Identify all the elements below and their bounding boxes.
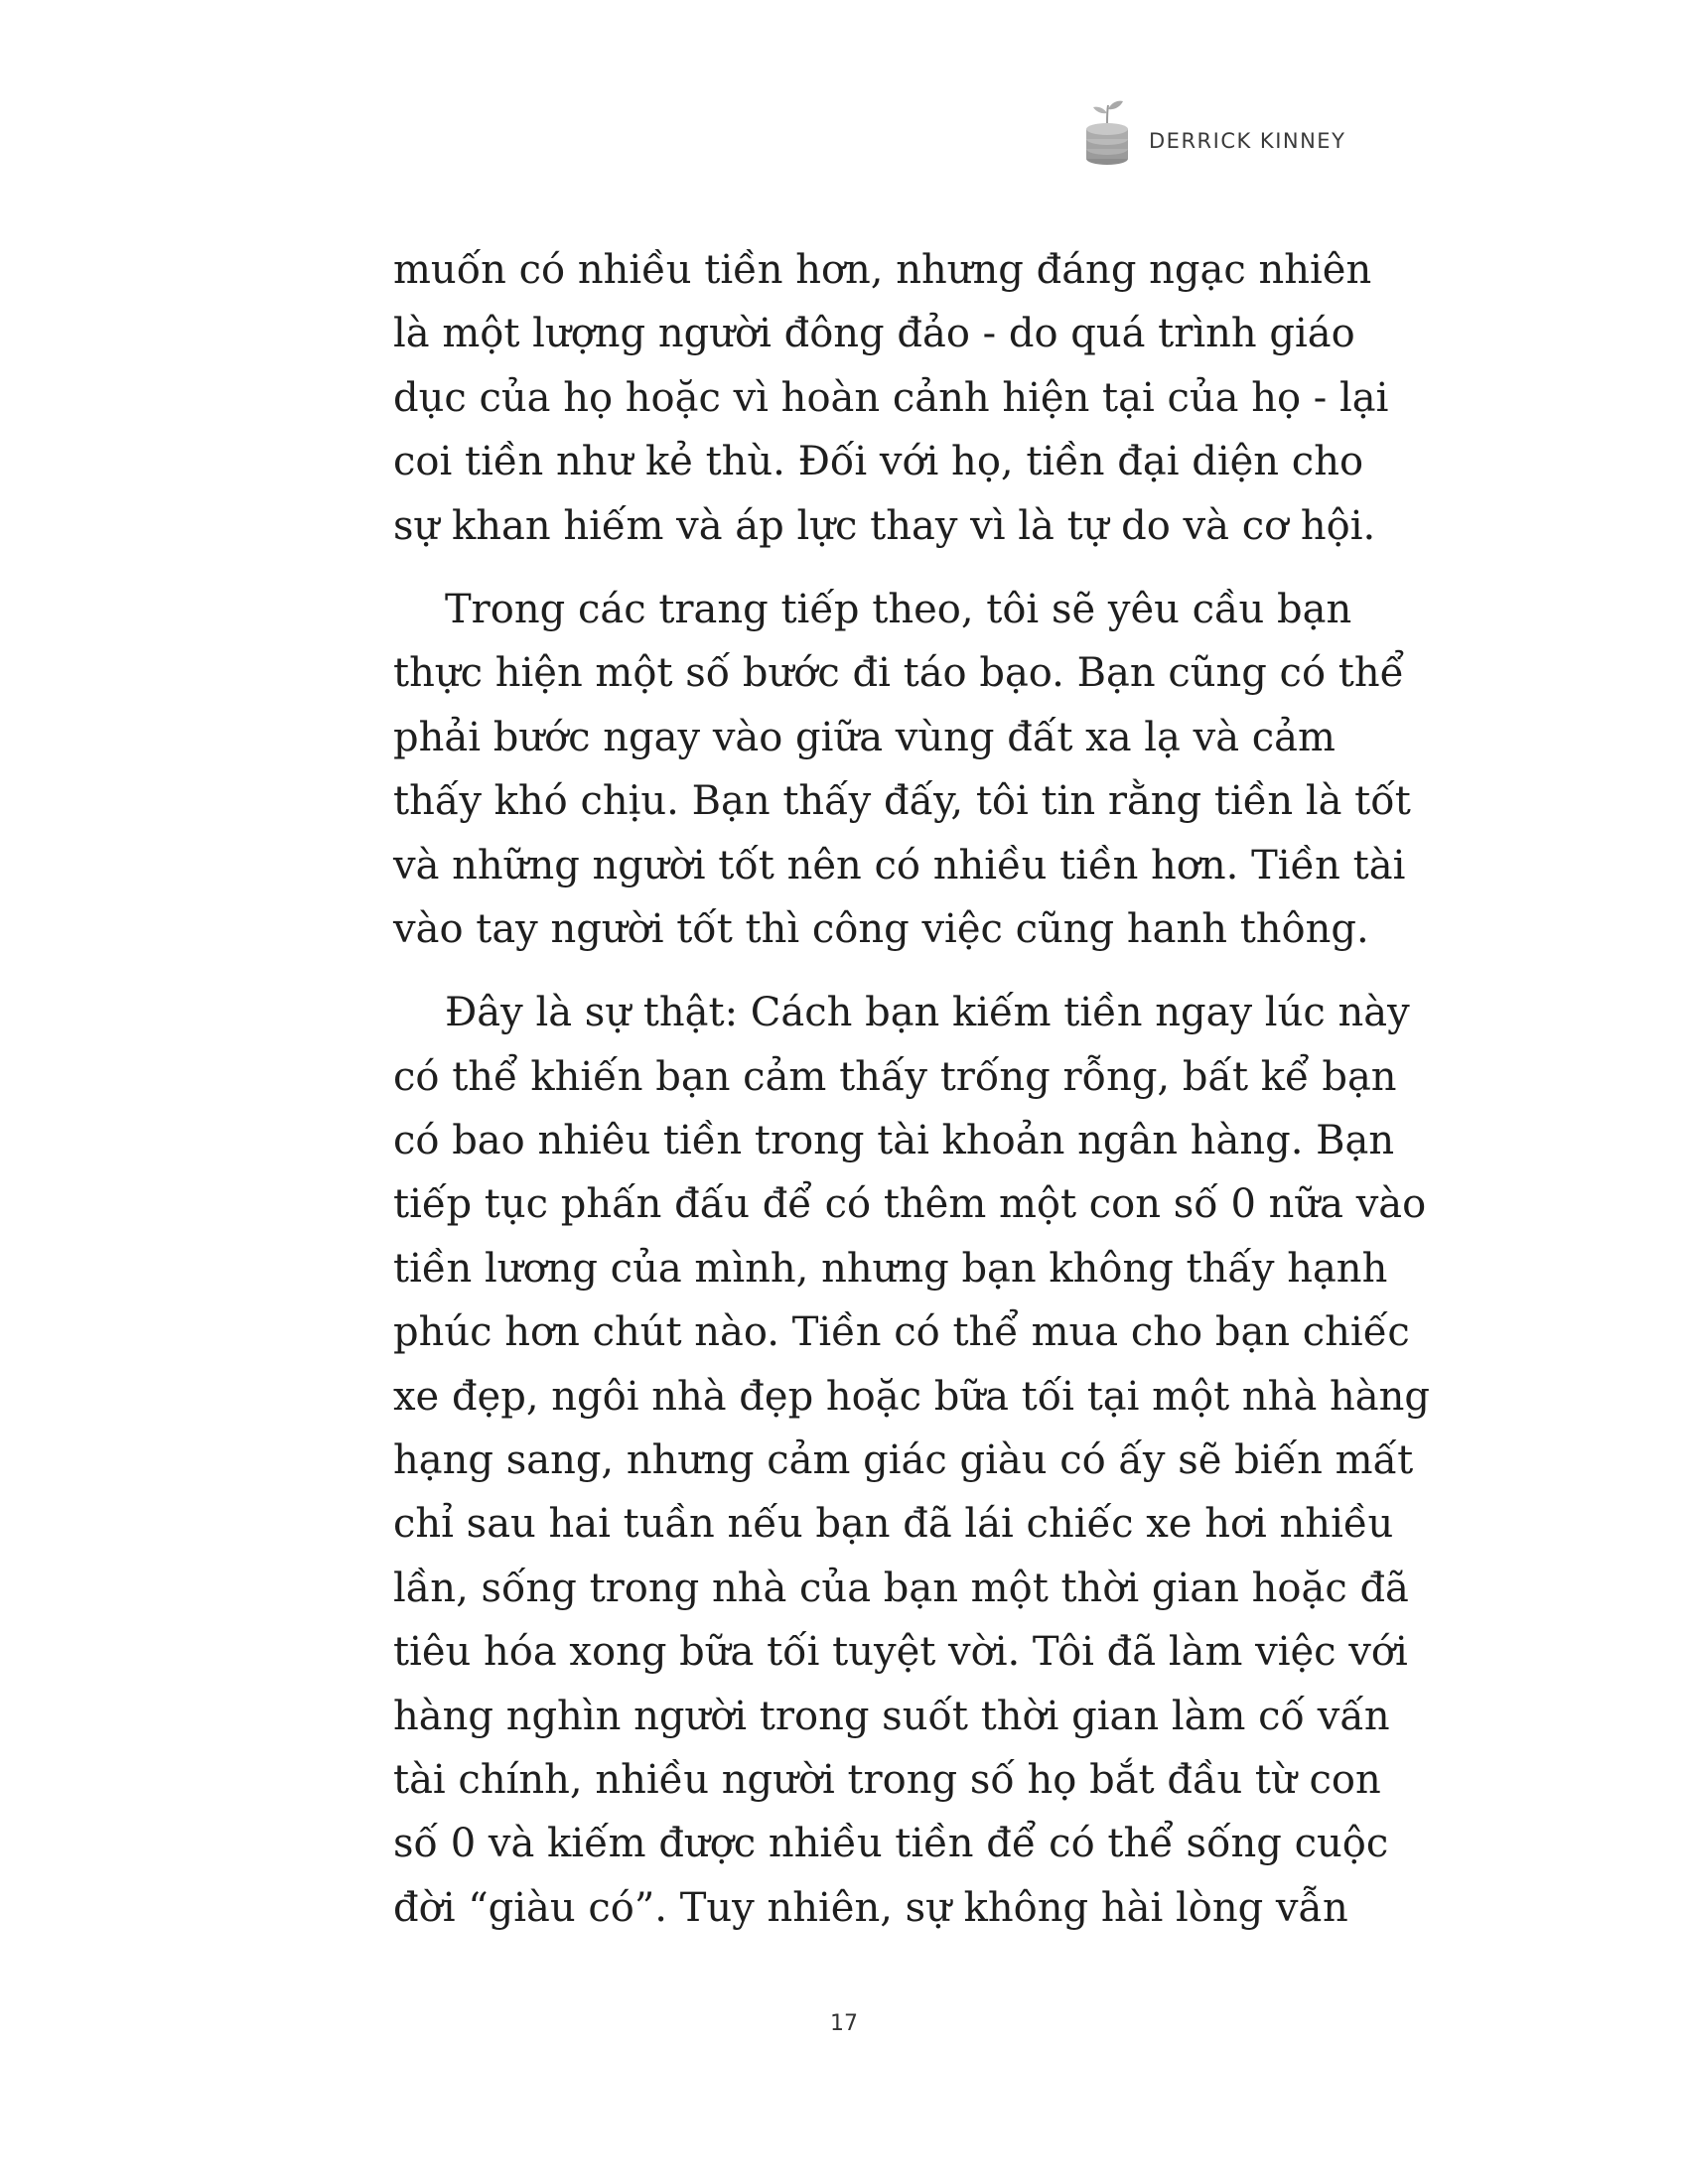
text-line: tiêu hóa xong bữa tối tuyệt vời. Tôi đã làm việc với [393, 1629, 1408, 1676]
author-name: DERRICK KINNEY [1149, 129, 1346, 153]
text-line: coi tiền như kẻ thù. Đối với họ, tiền đại diện cho [393, 439, 1364, 485]
text-line: vào tay người tốt thì công việc cũng hanh thông. [393, 905, 1369, 952]
paragraph-3 [393, 981, 1430, 1940]
text-line: Đây là sự thật: Cách bạn kiếm tiền ngay lúc này [445, 990, 1410, 1036]
text-line: số 0 và kiếm được nhiều tiền để có thể sống cuộc [393, 1821, 1389, 1867]
text-line: có thể khiến bạn cảm thấy trống rỗng, bất kể bạn [393, 1053, 1397, 1100]
page-number: 17 [830, 2011, 858, 2036]
text-line: tiếp tục phấn đấu để có thêm một con số 0 nữa vào [393, 1181, 1427, 1228]
text-line: xe đẹp, ngôi nhà đẹp hoặc bữa tối tại một nhà hàng [393, 1373, 1430, 1420]
text-line: phúc hơn chút nào. Tiền có thể mua cho bạn chiếc [393, 1309, 1410, 1356]
text-line: lần, sống trong nhà của bạn một thời gian hoặc đã [393, 1565, 1409, 1611]
paragraph-1 [393, 238, 1389, 558]
paragraph-2 [393, 578, 1411, 961]
text-line: dục của họ hoặc vì hoàn cảnh hiện tại của họ - lại [393, 374, 1389, 421]
text-line: tài chính, nhiều người trong số họ bắt đầu từ con [393, 1756, 1381, 1803]
text-line: thấy khó chịu. Bạn thấy đấy, tôi tin rằng tiền là tốt [393, 778, 1411, 825]
coin-stack-sprout-icon [1082, 89, 1132, 169]
text-line: đời “giàu có”. Tuy nhiên, sự không hài lòng vẫn [393, 1884, 1348, 1931]
text-line: chỉ sau hai tuần nếu bạn đã lái chiếc xe hơi nhiều [393, 1501, 1394, 1548]
text-line: sự khan hiếm và áp lực thay vì là tự do và cơ hội. [393, 502, 1376, 549]
text-line: Trong các trang tiếp theo, tôi sẽ yêu cầu bạn [445, 586, 1352, 632]
text-line: là một lượng người đông đảo - do quá trình giáo [393, 311, 1355, 357]
text-line: tiền lương của mình, nhưng bạn không thấy hạnh [393, 1245, 1388, 1292]
text-line: phải bước ngay vào giữa vùng đất xa lạ và cảm [393, 714, 1336, 760]
text-line: muốn có nhiều tiền hơn, nhưng đáng ngạc nhiên [393, 247, 1372, 293]
body-text [393, 238, 1430, 1960]
text-line: và những người tốt nên có nhiều tiền hơn. Tiền tài [393, 842, 1406, 888]
running-header [1082, 89, 1346, 169]
text-line: thực hiện một số bước đi táo bạo. Bạn cũng có thể [393, 650, 1405, 697]
text-line: có bao nhiêu tiền trong tài khoản ngân hàng. Bạn [393, 1118, 1395, 1164]
text-line: hạng sang, nhưng cảm giác giàu có ấy sẽ biến mất [393, 1437, 1414, 1484]
text-line: hàng nghìn người trong suốt thời gian làm cố vấn [393, 1693, 1390, 1739]
